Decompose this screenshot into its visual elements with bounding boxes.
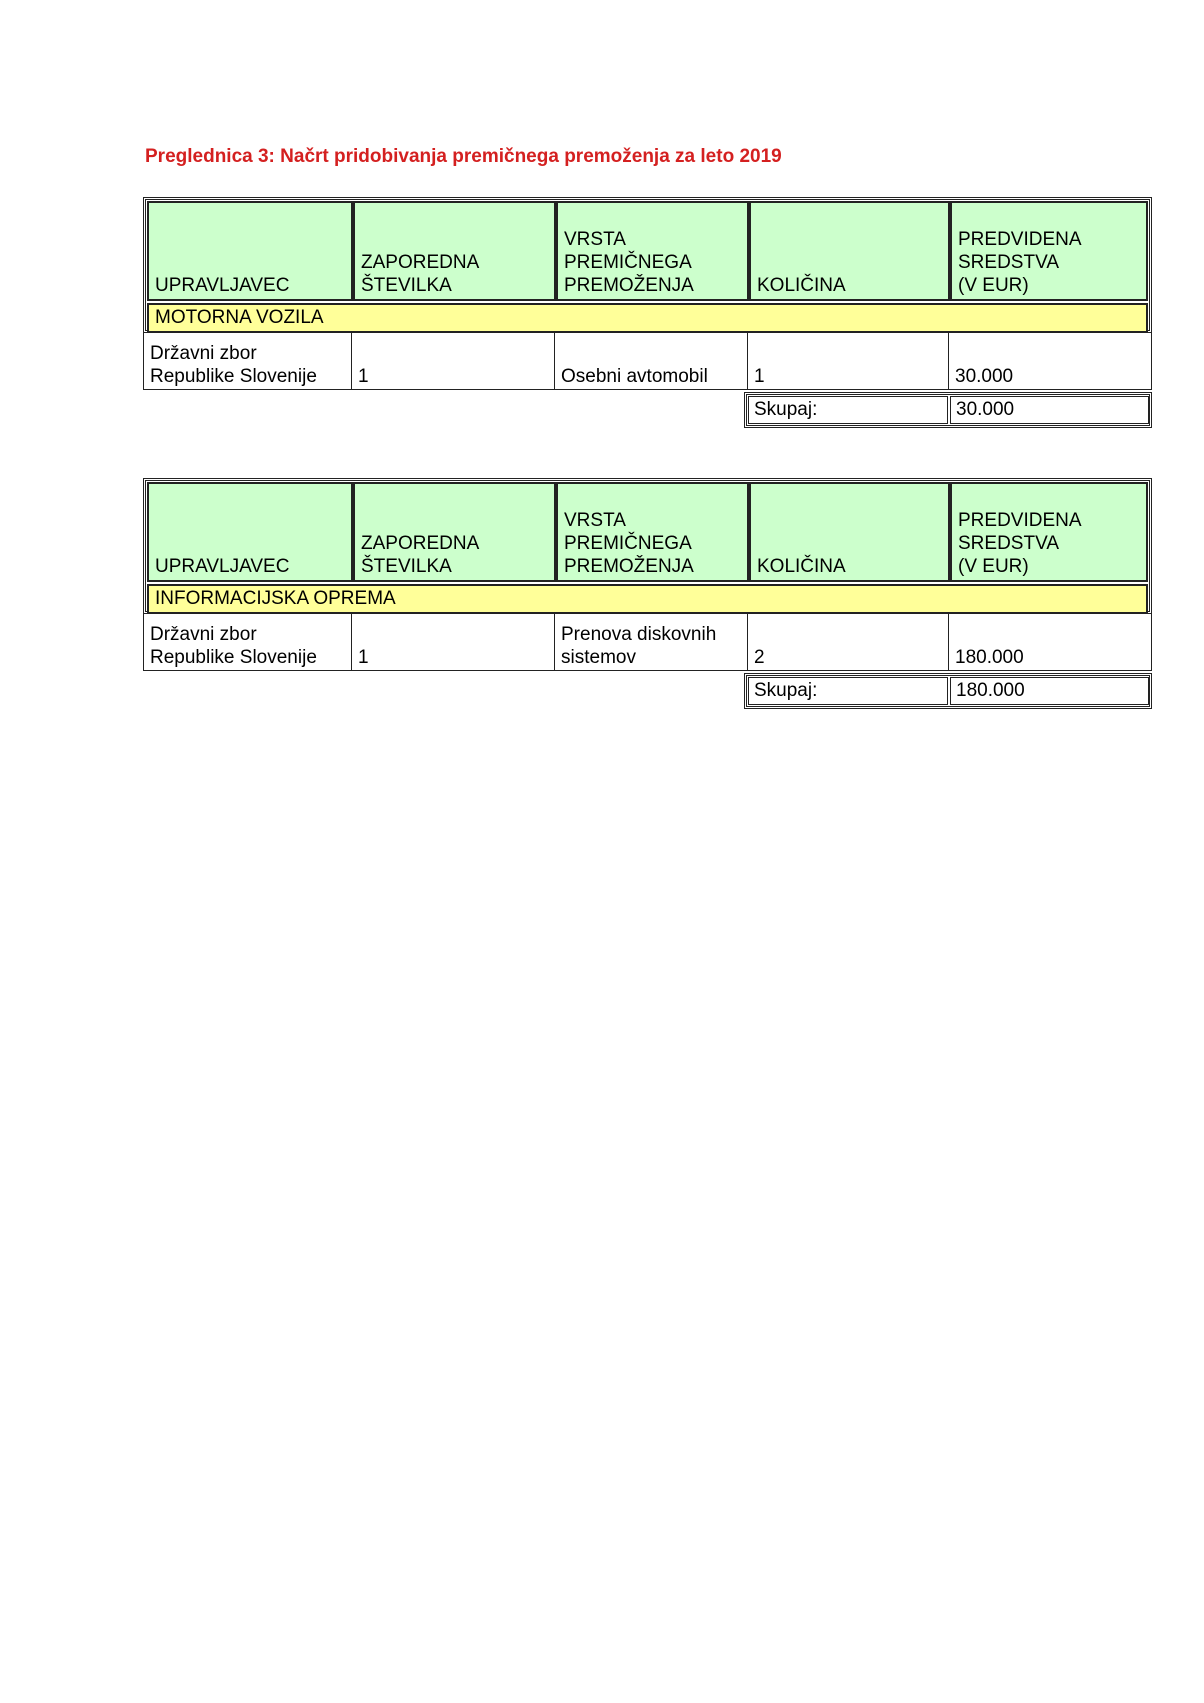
header-zaporedna-stevilka: ZAPOREDNA ŠTEVILKA — [353, 482, 556, 582]
sum-value: 30.000 — [950, 396, 1149, 424]
table-header — [143, 197, 1152, 333]
header-vrsta-premoženja: VRSTA PREMIČNEGA PREMOŽENJA — [556, 201, 749, 301]
category-row: MOTORNA VOZILA — [147, 303, 1148, 333]
table-row — [143, 333, 1152, 390]
header-kolicina: KOLIČINA — [749, 482, 950, 582]
cell-sredstva: 30.000 — [949, 333, 1152, 390]
page-title: Preglednica 3: Načrt pridobivanja premičnega premoženja za leto 2019 — [145, 146, 782, 167]
cell-kolicina: 1 — [748, 333, 949, 390]
sum-label: Skupaj: — [748, 677, 948, 705]
cell-upravljavec: Državni zbor Republike Slovenije — [143, 614, 352, 671]
header-vrsta-premoženja: VRSTA PREMIČNEGA PREMOŽENJA — [556, 482, 749, 582]
header-kolicina: KOLIČINA — [749, 201, 950, 301]
cell-upravljavec: Državni zbor Republike Slovenije — [143, 333, 352, 390]
header-predvidena-sredstva: PREDVIDENA SREDSTVA (V EUR) — [950, 201, 1148, 301]
header-zaporedna-stevilka: ZAPOREDNA ŠTEVILKA — [353, 201, 556, 301]
category-row: INFORMACIJSKA OPREMA — [147, 584, 1148, 614]
sum-value: 180.000 — [950, 677, 1149, 705]
sum-row — [744, 392, 1152, 428]
sum-row — [744, 673, 1152, 709]
table-row — [143, 614, 1152, 671]
header-predvidena-sredstva: PREDVIDENA SREDSTVA (V EUR) — [950, 482, 1148, 582]
sum-label: Skupaj: — [748, 396, 948, 424]
header-upravljavec: UPRAVLJAVEC — [147, 482, 353, 582]
cell-sredstva: 180.000 — [949, 614, 1152, 671]
header-upravljavec: UPRAVLJAVEC — [147, 201, 353, 301]
table-header — [143, 478, 1152, 614]
cell-kolicina: 2 — [748, 614, 949, 671]
cell-vrsta: Prenova diskovnih sistemov — [555, 614, 748, 671]
cell-vrsta: Osebni avtomobil — [555, 333, 748, 390]
cell-zaporedna: 1 — [352, 614, 555, 671]
cell-zaporedna: 1 — [352, 333, 555, 390]
